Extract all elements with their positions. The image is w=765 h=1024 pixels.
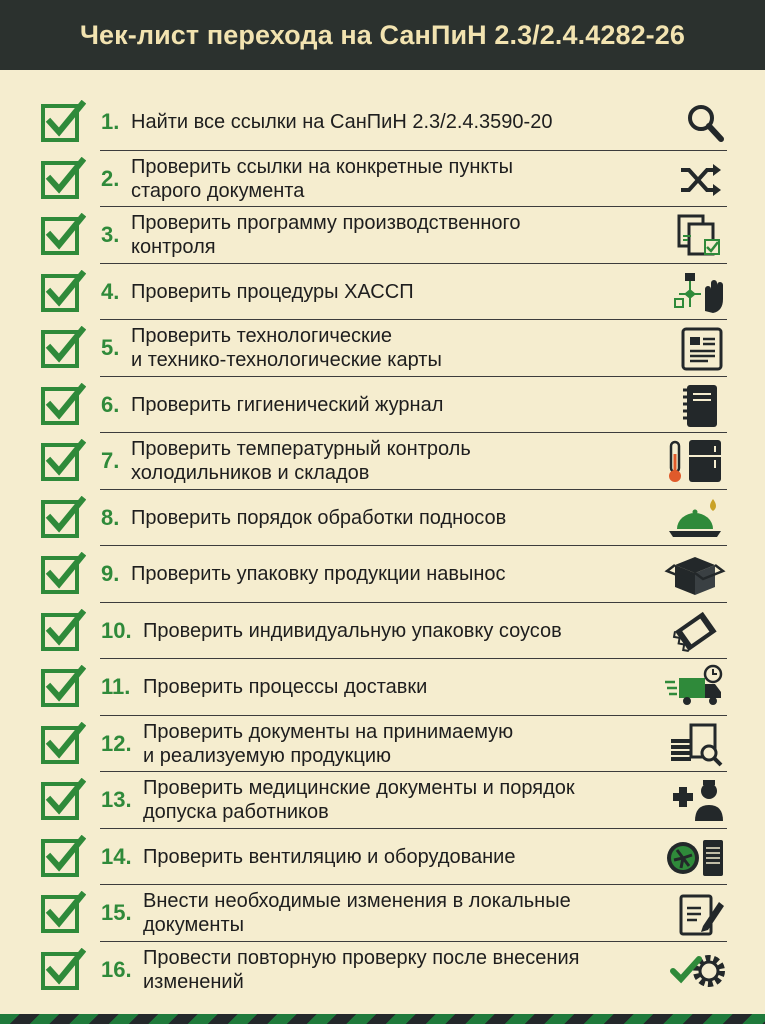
item-text: Проверить порядок обработки подносов [131,506,507,529]
tray-drop-icon [663,495,727,541]
item-number: 16. [101,956,132,982]
checklist-item [0,659,765,716]
checkmark-icon [40,665,86,709]
item-number: 8. [101,504,120,530]
checkmark-icon [40,778,86,822]
document-edit-icon [663,890,727,936]
box-icon [663,551,727,597]
item-number: 14. [101,843,132,869]
checklist-item [0,94,765,151]
item-text: Внести необходимые изменения в локальные документы [143,890,571,937]
checkmark-icon [40,609,86,653]
checkmark-icon [40,270,86,314]
item-number: 4. [101,278,120,304]
checklist-item [0,829,765,886]
checkmark-icon [40,213,86,257]
item-text: Проверить упаковку продукции навынос [131,563,506,586]
checkmark-icon [40,383,86,427]
checklist-item [0,942,765,999]
item-number: 7. [101,448,120,474]
checklist-item [0,885,765,942]
gear-check-icon [663,947,727,993]
checklist-item [0,377,765,434]
item-number: 15. [101,900,132,926]
item-number: 13. [101,787,132,813]
checklist-item [0,320,765,377]
checkmark-icon [40,835,86,879]
item-number: 11. [101,674,131,700]
item-number: 5. [101,335,120,361]
item-text: Проверить ссылки на конкретные пункты старого документа [131,155,513,202]
footer-stripe [0,1014,765,1024]
item-text: Провести повторную проверку после внесения изменений [143,946,580,993]
thermometer-fridge-icon [663,438,727,484]
checklist-item [0,151,765,208]
item-text: Проверить вентиляцию и оборудование [143,845,516,868]
item-text: Проверить температурный контроль холодильников и складов [131,438,471,485]
item-number: 2. [101,165,120,191]
document-search-icon [663,721,727,767]
documents-check-icon [663,212,727,258]
item-number: 12. [101,730,132,756]
item-number: 6. [101,391,120,417]
item-text: Найти все ссылки на СанПиН 2.3/2.4.3590-20 [131,111,553,134]
checkmark-icon [40,552,86,596]
checklist-item [0,433,765,490]
checklist-item [0,207,765,264]
checklist-item [0,603,765,660]
sauce-packet-icon [663,608,727,654]
page-title: Чек-лист перехода на СанПиН 2.3/2.4.4282-26 [79,19,686,50]
checklist-item [0,716,765,773]
item-text: Проверить процессы доставки [143,676,428,699]
item-text: Проверить процедуры ХАССП [131,280,414,303]
recipe-card-icon [663,325,727,371]
fan-equipment-icon [663,834,727,880]
delivery-truck-icon [663,664,727,710]
checkmark-icon [40,891,86,935]
checkmark-icon [40,722,86,766]
item-text: Проверить гигиенический журнал [131,393,444,416]
magnifier-icon [663,99,727,145]
item-number: 9. [101,561,120,587]
header [0,0,765,70]
checklist-item [0,546,765,603]
item-text: Проверить программу производственного контроля [131,212,521,259]
checklist-item [0,772,765,829]
checkmark-icon [40,948,86,992]
item-number: 1. [101,109,120,135]
item-text: Проверить медицинские документы и порядок допуска работников [143,777,575,824]
item-text: Проверить документы на принимаемую и реализуемую продукцию [143,720,514,767]
shuffle-arrows-icon [663,156,727,202]
item-number: 3. [101,222,120,248]
checklist [0,94,765,998]
item-text: Проверить технологические и технико-технологические карты [131,325,442,372]
checkmark-icon [40,100,86,144]
checkmark-icon [40,326,86,370]
flowchart-hand-icon [663,269,727,315]
checklist-item [0,264,765,321]
item-number: 10. [101,617,132,643]
checklist-item [0,490,765,547]
journal-icon [663,382,727,428]
medical-staff-icon [663,777,727,823]
checkmark-icon [40,157,86,201]
item-text: Проверить индивидуальную упаковку соусов [143,619,562,642]
checkmark-icon [40,496,86,540]
checkmark-icon [40,439,86,483]
